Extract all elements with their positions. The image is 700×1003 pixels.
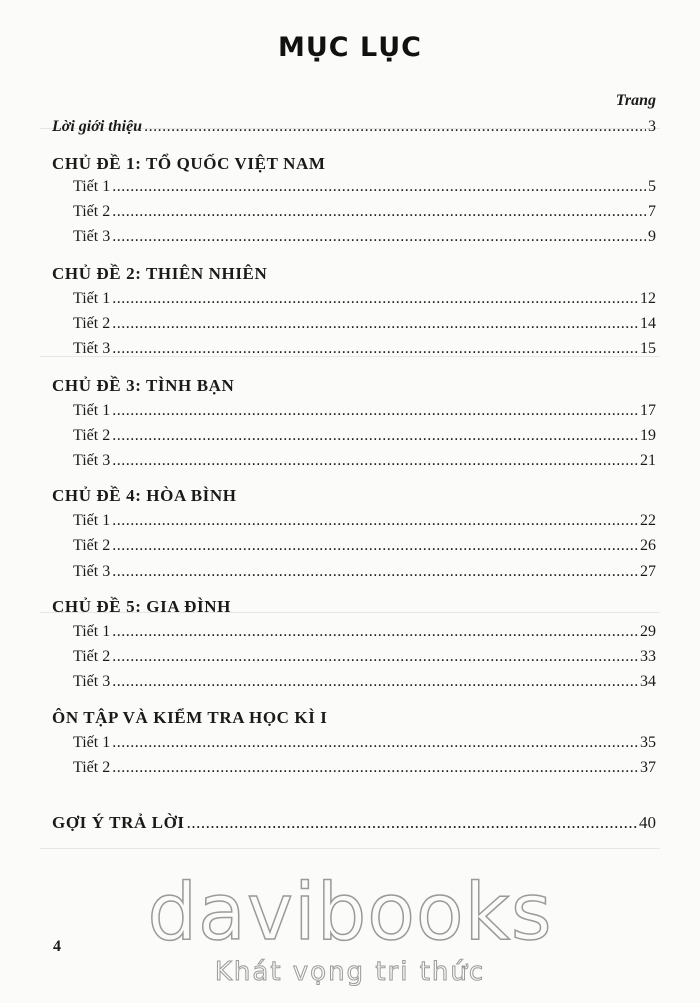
toc-entry-label: Tiết 3 [73,563,111,580]
toc-answers-entry [52,813,656,833]
toc-entry-label: Tiết 3 [73,452,111,469]
toc-lesson-entry [73,315,656,333]
toc-entry-page: 21 [640,452,656,469]
toc-entry-label: Tiết 1 [73,512,111,529]
toc-entry-label: Tiết 2 [73,427,111,444]
toc-lesson-entry [73,340,656,358]
toc-entry-label: Tiết 2 [73,315,111,332]
toc-entry-label: GỢI Ý TRẢ LỜI [52,813,185,832]
toc-entry-label: Tiết 1 [73,402,111,419]
toc-entry-page: 40 [639,813,656,832]
toc-lesson-entry [73,203,656,221]
toc-entry-label: Tiết 3 [73,228,111,245]
toc-lesson-entry [73,734,656,752]
toc-entry-label: Tiết 1 [73,178,111,195]
toc-entry-page: 12 [640,290,656,307]
dot-leader [112,203,646,221]
toc-entry-page: 27 [640,563,656,580]
toc-entry-page: 7 [648,203,656,220]
toc-lesson-entry [73,290,656,308]
topic-heading: CHỦ ĐỀ 1: TỔ QUỐC VIỆT NAM [52,154,326,173]
topic-heading: CHỦ ĐỀ 2: THIÊN NHIÊN [52,264,268,283]
toc-entry-page: 26 [640,537,656,554]
dot-leader [112,759,638,777]
page-number: 4 [53,938,61,955]
toc-entry-page: 37 [640,759,656,776]
toc-entry-label: Tiết 2 [73,648,111,665]
toc-entry-page: 9 [648,228,656,245]
topic-heading: ÔN TẬP VÀ KIỂM TRA HỌC KÌ I [52,708,328,727]
toc-lesson-entry [73,563,656,581]
toc-entry-label: Lời giới thiệu [52,118,143,135]
page-column-header: Trang [615,92,656,109]
toc-entry-page: 5 [648,178,656,195]
toc-entry-label: Tiết 2 [73,203,111,220]
topic-heading: CHỦ ĐỀ 4: HÒA BÌNH [52,486,237,505]
topic-heading: CHỦ ĐỀ 3: TÌNH BẠN [52,376,235,395]
dot-leader [112,734,638,752]
dot-leader [112,427,638,445]
toc-entry-page: 29 [640,623,656,640]
dot-leader [112,178,646,196]
toc-entry-page: 15 [640,340,656,357]
toc-lesson-entry [73,648,656,666]
watermark-slogan: Khát vọng tri thức [214,957,486,987]
dot-leader [187,813,637,833]
toc-intro-entry [52,118,656,136]
toc-entry-page: 34 [640,673,656,690]
dot-leader [112,563,638,581]
toc-entry-page: 22 [640,512,656,529]
dot-leader [112,340,638,358]
topic-heading: CHỦ ĐỀ 5: GIA ĐÌNH [52,597,231,616]
dot-leader [112,402,638,420]
dot-leader [112,623,638,641]
toc-lesson-entry [73,623,656,641]
toc-entry-page: 17 [640,402,656,419]
toc-entry-page: 19 [640,427,656,444]
toc-entry-label: Tiết 1 [73,734,111,751]
toc-entry-label: Tiết 2 [73,537,111,554]
toc-lesson-entry [73,452,656,470]
toc-entry-page: 33 [640,648,656,665]
toc-entry-label: Tiết 1 [73,290,111,307]
dot-leader [112,537,638,555]
dot-leader [112,315,638,333]
toc-entry-label: Tiết 2 [73,759,111,776]
toc-lesson-entry [73,537,656,555]
toc-lesson-entry [73,178,656,196]
page-title: MỤC LỤC [278,32,422,63]
toc-lesson-entry [73,759,656,777]
toc-entry-label: Tiết 3 [73,673,111,690]
dot-leader [112,228,646,246]
dot-leader [112,290,638,308]
toc-entry-label: Tiết 3 [73,340,111,357]
dot-leader [112,512,638,530]
toc-lesson-entry [73,673,656,691]
toc-entry-page: 35 [640,734,656,751]
watermark-brand: davibooks [147,868,553,958]
dot-leader [112,648,638,666]
toc-entry-page: 3 [648,118,656,135]
toc-lesson-entry [73,402,656,420]
toc-entry-page: 14 [640,315,656,332]
dot-leader [112,452,638,470]
toc-entry-label: Tiết 1 [73,623,111,640]
toc-lesson-entry [73,228,656,246]
toc-lesson-entry [73,512,656,530]
dot-leader [144,118,646,136]
dot-leader [112,673,638,691]
toc-lesson-entry [73,427,656,445]
